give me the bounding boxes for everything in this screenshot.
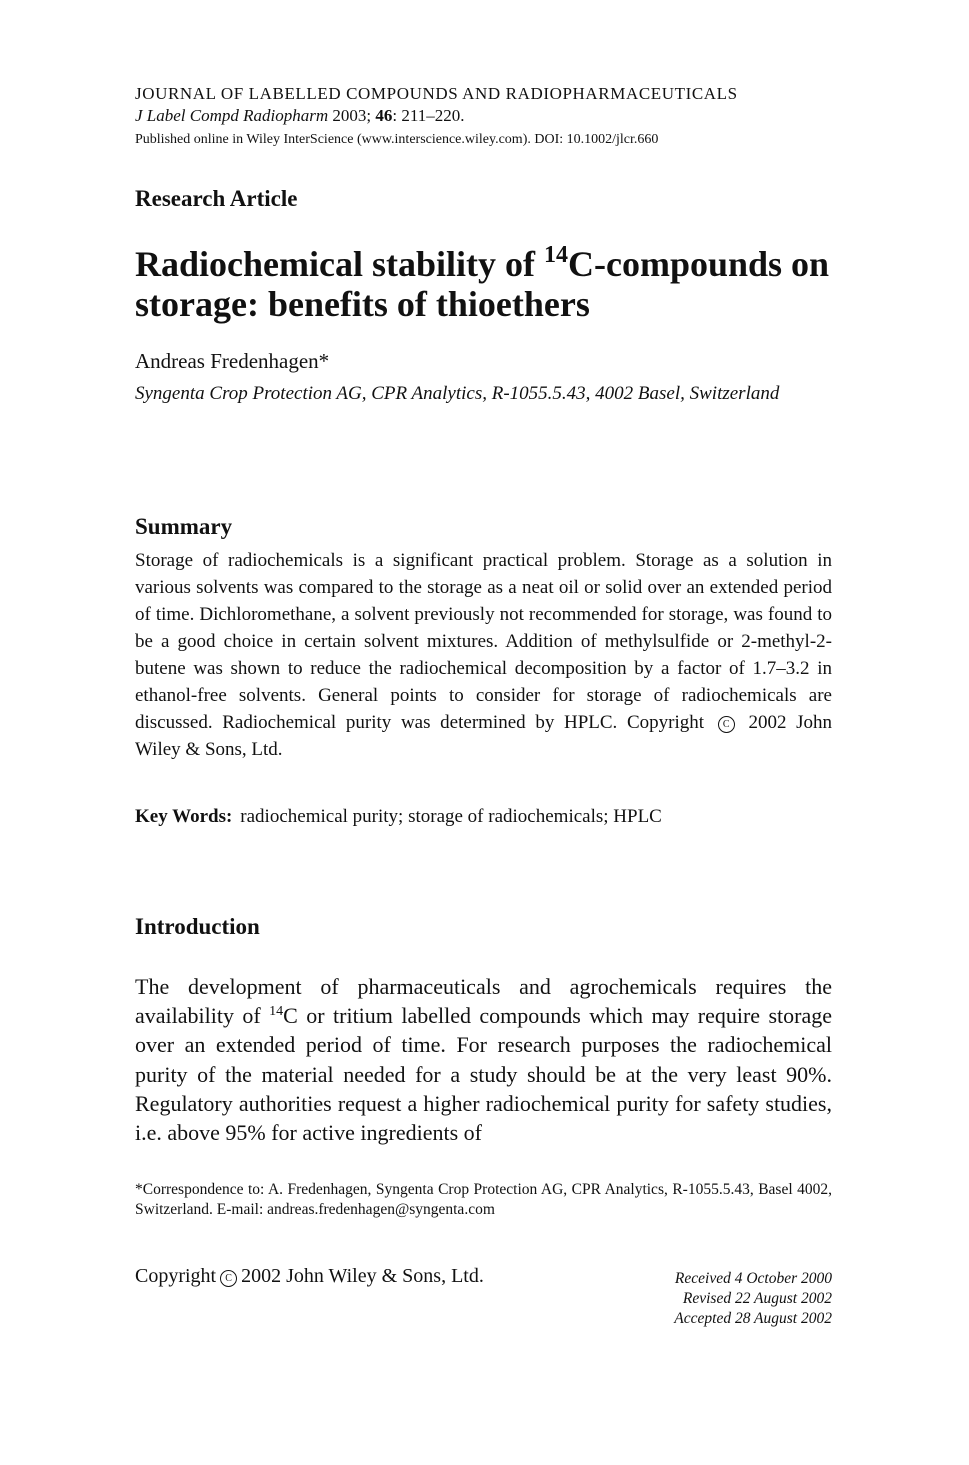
intro-superscript: 14 (269, 1004, 284, 1020)
published-line: Published online in Wiley InterScience (www.interscience.wiley.com). DOI: 10.1002/jlcr.660 (135, 132, 659, 147)
citation-line (135, 106, 464, 126)
correspondence-footnote: *Correspondence to: A. Fredenhagen, Syngenta Crop Protection AG, CPR Analytics, R-1055.5.43, Basel 4002, Switzerland. E-mail: andreas.fredenhagen@syngenta.com (135, 1181, 832, 1218)
author-name: Andreas Fredenhagen* (135, 349, 330, 373)
summary-paragraph (135, 547, 832, 763)
copyright-suffix: 2002 John Wiley & Sons, Ltd. (241, 1265, 484, 1287)
article-title (135, 244, 840, 324)
keywords-label: Key Words: (135, 806, 233, 827)
title-part-1: Radiochemical stability of (135, 244, 544, 284)
citation-journal: J Label Compd Radiopharm (135, 106, 329, 125)
author-affiliation: Syngenta Crop Protection AG, CPR Analytics, R-1055.5.43, 4002 Basel, Switzerland (135, 383, 780, 404)
summary-text: Storage of radiochemicals is a significant practical problem. Storage as a solution in various solvents was compared to the storage as a neat oil or solid over an extended period of time. Dichloromethane, a solvent previously not recommended for storage, was found to be a good choice in certain solvent mixtures. Addition of methylsulfide or 2-methyl-2-butene was shown to reduce the radiochemical decomposition by a factor of 1.7–3.2 in ethanol-free solvents. General points to consider for storage of radiochemicals are discussed. Radiochemical purity was determined by HPLC. Copyright (135, 550, 832, 733)
title-part-2: C-compounds on storage: benefits of thioethers (135, 244, 830, 324)
title-superscript: 14 (543, 242, 568, 268)
accepted-date: Accepted 28 August 2002 (674, 1310, 832, 1327)
summary-copyright-text: 2002 John Wiley & Sons, Ltd. (135, 712, 833, 760)
intro-text-2: C or tritium labelled compounds which may require storage over an extended period of time. For research purposes the radiochemical purity of the material needed for a study should be at the very least 90%. Regulatory authorities request a higher radiochemical purity for safety studies, i.e. above 95% for active ingredients of (135, 1003, 833, 1146)
summary-heading: Summary (135, 514, 233, 539)
keywords-text: radiochemical purity; storage of radiochemicals; HPLC (240, 806, 662, 827)
keywords-line (135, 806, 662, 828)
citation-volume: 46 (375, 106, 393, 125)
citation-pages: : 211–220. (392, 106, 465, 125)
copyright-prefix: Copyright (135, 1265, 217, 1287)
copyright-symbol-icon: C (220, 1270, 237, 1287)
intro-text-1: The development of pharmaceuticals and agrochemicals requires the availability of (135, 974, 832, 1029)
article-dates (674, 1269, 832, 1329)
introduction-heading: Introduction (135, 914, 260, 939)
footer-copyright (135, 1265, 484, 1288)
received-date: Received 4 October 2000 (674, 1270, 832, 1287)
introduction-paragraph (135, 972, 832, 1147)
article-type: Research Article (135, 186, 298, 211)
journal-name: JOURNAL OF LABELLED COMPOUNDS AND RADIOPHARMACEUTICALS (135, 84, 738, 103)
revised-date: Revised 22 August 2002 (682, 1290, 832, 1307)
copyright-symbol-icon: C (718, 716, 735, 733)
citation-year: 2003; (328, 106, 376, 125)
